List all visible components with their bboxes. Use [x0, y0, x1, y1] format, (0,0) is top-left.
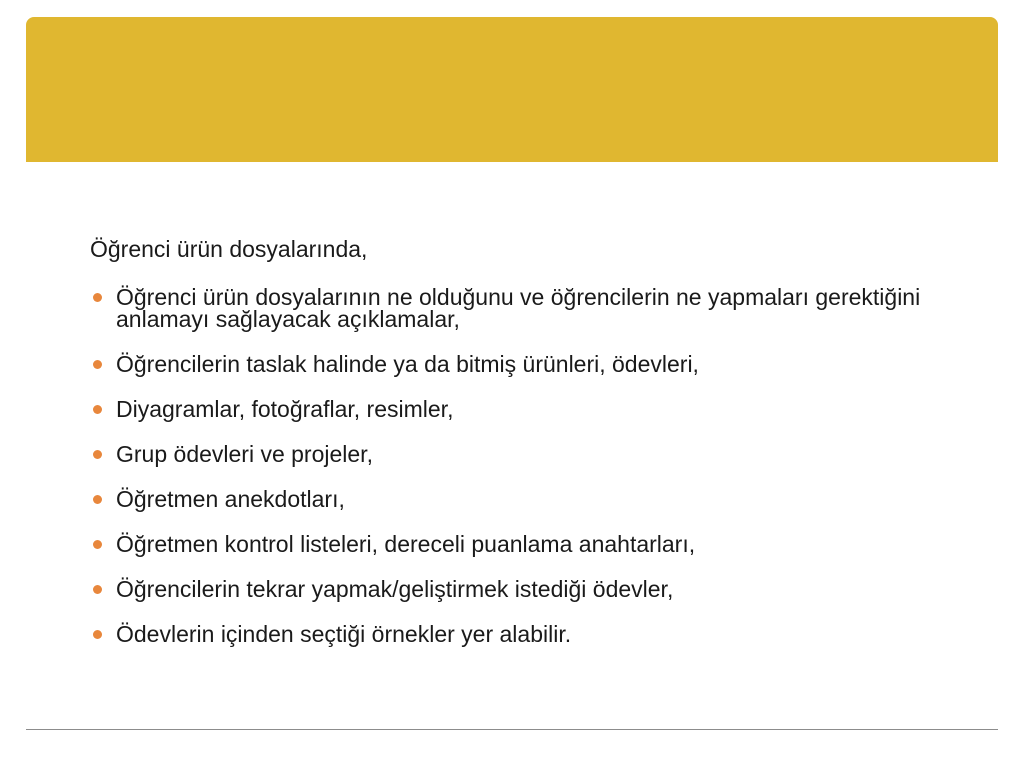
bullet-dot-icon — [93, 360, 102, 369]
list-item — [90, 578, 990, 600]
bullet-dot-icon — [93, 585, 102, 594]
list-item-text: Öğrencilerin taslak halinde ya da bitmiş ürünleri, ödevleri, — [116, 351, 699, 377]
bullet-dot-icon — [93, 540, 102, 549]
list-item-text: Ödevlerin içinden seçtiği örnekler yer alabilir. — [116, 621, 572, 647]
list-item — [90, 398, 990, 420]
slide-content — [90, 234, 990, 668]
list-item-text: Öğrenci ürün dosyalarının ne olduğunu ve öğrencilerin ne yapmaları gerektiğini anlamayı sağlayacak açıklamalar, — [116, 284, 921, 332]
list-item-text: Öğrencilerin tekrar yapmak/geliştirmek istediği ödevler, — [116, 576, 674, 602]
list-item — [90, 443, 990, 465]
list-item — [90, 623, 990, 645]
bullet-dot-icon — [93, 405, 102, 414]
list-item — [90, 286, 990, 330]
intro-text: Öğrenci ürün dosyalarında, — [90, 236, 368, 262]
bullet-dot-icon — [93, 495, 102, 504]
bullet-list — [90, 286, 990, 645]
bullet-dot-icon — [93, 293, 102, 302]
list-item — [90, 488, 990, 510]
list-item — [90, 353, 990, 375]
list-item — [90, 533, 990, 555]
list-item-text: Öğretmen kontrol listeleri, dereceli puanlama anahtarları, — [116, 531, 696, 557]
bullet-dot-icon — [93, 450, 102, 459]
header-band — [26, 17, 998, 162]
list-item-text: Grup ödevleri ve projeler, — [116, 441, 373, 467]
list-item-text: Öğretmen anekdotları, — [116, 486, 345, 512]
bullet-dot-icon — [93, 630, 102, 639]
list-item-text: Diyagramlar, fotoğraflar, resimler, — [116, 396, 454, 422]
footer-divider — [26, 729, 998, 730]
